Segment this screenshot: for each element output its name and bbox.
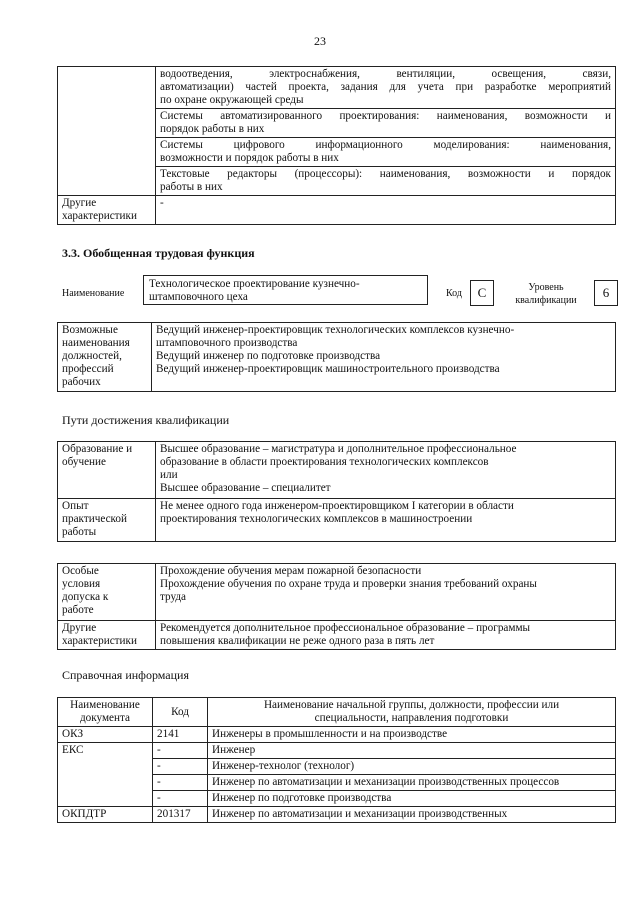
positions-label-line-5: рабочих <box>62 376 101 388</box>
special-line-2: Прохождение обучения по охране труда и проверки знания требований охраны <box>160 578 537 590</box>
experience-value <box>156 499 616 542</box>
qualification-level-label <box>506 281 586 307</box>
row-name: Инженер по подготовке производства <box>208 791 616 807</box>
education-line-4: Высшее образование – специалитет <box>160 482 331 494</box>
experience-label <box>58 499 156 542</box>
row-doc: ЕКС <box>58 743 153 807</box>
knowledge-row-2-line-2: порядок работы в них <box>160 123 265 135</box>
row-name: Инженер по автоматизации и механизации производственных <box>208 807 616 823</box>
row-doc: ОКЗ <box>58 727 153 743</box>
row-code: 201317 <box>153 807 208 823</box>
education-label-line-2: обучение <box>62 456 106 468</box>
education-line-3: или <box>160 469 178 481</box>
special-line-1: Прохождение обучения мерам пожарной безопасности <box>160 565 422 577</box>
row-name: Инженер-технолог (технолог) <box>208 759 616 775</box>
other-characteristics-label <box>58 196 156 225</box>
education-label-line-1: Образование и <box>62 443 133 455</box>
position-line-3: Ведущий инженер по подготовке производства <box>156 350 381 362</box>
row-code: - <box>153 759 208 775</box>
reference-title: Справочная информация <box>62 668 189 682</box>
positions-label <box>58 323 152 392</box>
header-name-line-1: Наименование начальной группы, должности, профессии или <box>263 699 560 711</box>
other-label-line-1: Другие <box>62 197 97 209</box>
education-line-1: Высшее образование – магистратура и дополнительное профессиональное <box>160 443 517 455</box>
special-label-line-2: условия <box>62 578 101 590</box>
function-name-box <box>143 275 428 305</box>
header-name-line-2: специальности, направления подготовки <box>314 712 509 724</box>
knowledge-row-3-line-1: Системы цифрового информационного моделирования: наименования, <box>160 139 611 151</box>
level-value-box: 6 <box>594 280 618 306</box>
knowledge-row-1-line-1: водоотведения, электроснабжения, вентиляции, освещения, связи, <box>160 68 611 80</box>
knowledge-row-1 <box>156 67 616 109</box>
level-label-line-2: квалификации <box>515 295 577 306</box>
function-name-line-1: Технологическое проектирование кузнечно- <box>149 278 360 290</box>
knowledge-row-1-line-3: по охране окружающей среды <box>160 94 304 106</box>
other-value <box>156 621 616 650</box>
header-name <box>208 698 616 727</box>
experience-label-line-3: работы <box>62 526 97 538</box>
experience-label-line-1: Опыт <box>62 500 89 512</box>
row-code: - <box>153 743 208 759</box>
special-conditions-label <box>58 564 156 621</box>
positions-list <box>152 323 616 392</box>
header-doc-line-1: Наименование <box>70 699 140 711</box>
knowledge-row-4-line-1: Текстовые редакторы (процессоры): наименования, возможности и порядок <box>160 168 611 180</box>
code-label: Код <box>446 288 462 299</box>
row-code: - <box>153 791 208 807</box>
positions-label-line-2: наименования <box>62 337 130 349</box>
position-line-4: Ведущий инженер-проектировщик машиностроительного производства <box>156 363 500 375</box>
header-doc-line-2: документа <box>79 712 131 724</box>
experience-line-1: Не менее одного года инженером-проектировщиком I категории в области <box>160 500 514 512</box>
other-label-line-2: характеристики <box>62 210 137 222</box>
other-line-1: Рекомендуется дополнительное профессиональное образование – программы <box>160 622 531 634</box>
section-title: 3.3. Обобщенная трудовая функция <box>62 246 255 260</box>
experience-label-line-2: практической <box>62 513 127 525</box>
positions-label-line-3: должностей, <box>62 350 122 362</box>
positions-label-line-1: Возможные <box>62 324 118 336</box>
knowledge-row-2-line-1: Системы автоматизированного проектирования: наименования, возможности и <box>160 110 611 122</box>
knowledge-table <box>57 66 616 225</box>
table-row <box>58 743 616 759</box>
row-code: 2141 <box>153 727 208 743</box>
education-line-2: образование в области проектирования технологических комплексов <box>160 456 489 468</box>
knowledge-row-3 <box>156 138 616 167</box>
row-name: Инженеры в промышленности и на производстве <box>208 727 616 743</box>
positions-table <box>57 322 616 392</box>
education-label <box>58 442 156 499</box>
knowledge-row-4-line-2: работы в них <box>160 181 223 193</box>
knowledge-row-3-line-2: возможности и порядок работы в них <box>160 152 339 164</box>
function-name-line-2: штамповочного цеха <box>149 291 248 303</box>
name-label: Наименование <box>62 288 125 299</box>
paths-title: Пути достижения квалификации <box>62 413 230 427</box>
reference-table <box>57 697 616 823</box>
empty-label-cell <box>58 67 156 196</box>
position-line-2: штамповочного производства <box>156 337 298 349</box>
education-value <box>156 442 616 499</box>
table-row <box>58 727 616 743</box>
table-row <box>58 807 616 823</box>
row-name: Инженер по автоматизации и механизации производственных процессов <box>208 775 616 791</box>
special-label-line-1: Особые <box>62 565 99 577</box>
positions-label-line-4: профессий <box>62 363 114 375</box>
page-number: 23 <box>314 34 326 48</box>
conditions-table <box>57 563 616 650</box>
other-label <box>58 621 156 650</box>
experience-line-2: проектирования технологических комплексов в машиностроении <box>160 513 473 525</box>
other2-label-line-1: Другие <box>62 622 97 634</box>
other-characteristics-value: - <box>156 196 616 225</box>
other2-label-line-2: характеристики <box>62 635 137 647</box>
header-code: Код <box>153 698 208 727</box>
row-code: - <box>153 775 208 791</box>
education-table <box>57 441 616 542</box>
other-line-2: повышения квалификации не реже одного раза в пять лет <box>160 635 435 647</box>
header-document <box>58 698 153 727</box>
knowledge-row-2 <box>156 109 616 138</box>
special-line-3: труда <box>160 591 187 603</box>
level-label-line-1: Уровень <box>528 282 564 293</box>
special-label-line-3: допуска к <box>62 591 109 603</box>
special-conditions-value <box>156 564 616 621</box>
row-doc: ОКПДТР <box>58 807 153 823</box>
code-value-box: C <box>470 280 494 306</box>
knowledge-row-1-line-2: автоматизации) частей проекта, задания для учета при разработке мероприятий <box>160 81 611 93</box>
special-label-line-4: работе <box>62 604 94 616</box>
row-name: Инженер <box>208 743 616 759</box>
knowledge-row-4 <box>156 167 616 196</box>
position-line-1: Ведущий инженер-проектировщик технологических комплексов кузнечно- <box>156 324 515 336</box>
